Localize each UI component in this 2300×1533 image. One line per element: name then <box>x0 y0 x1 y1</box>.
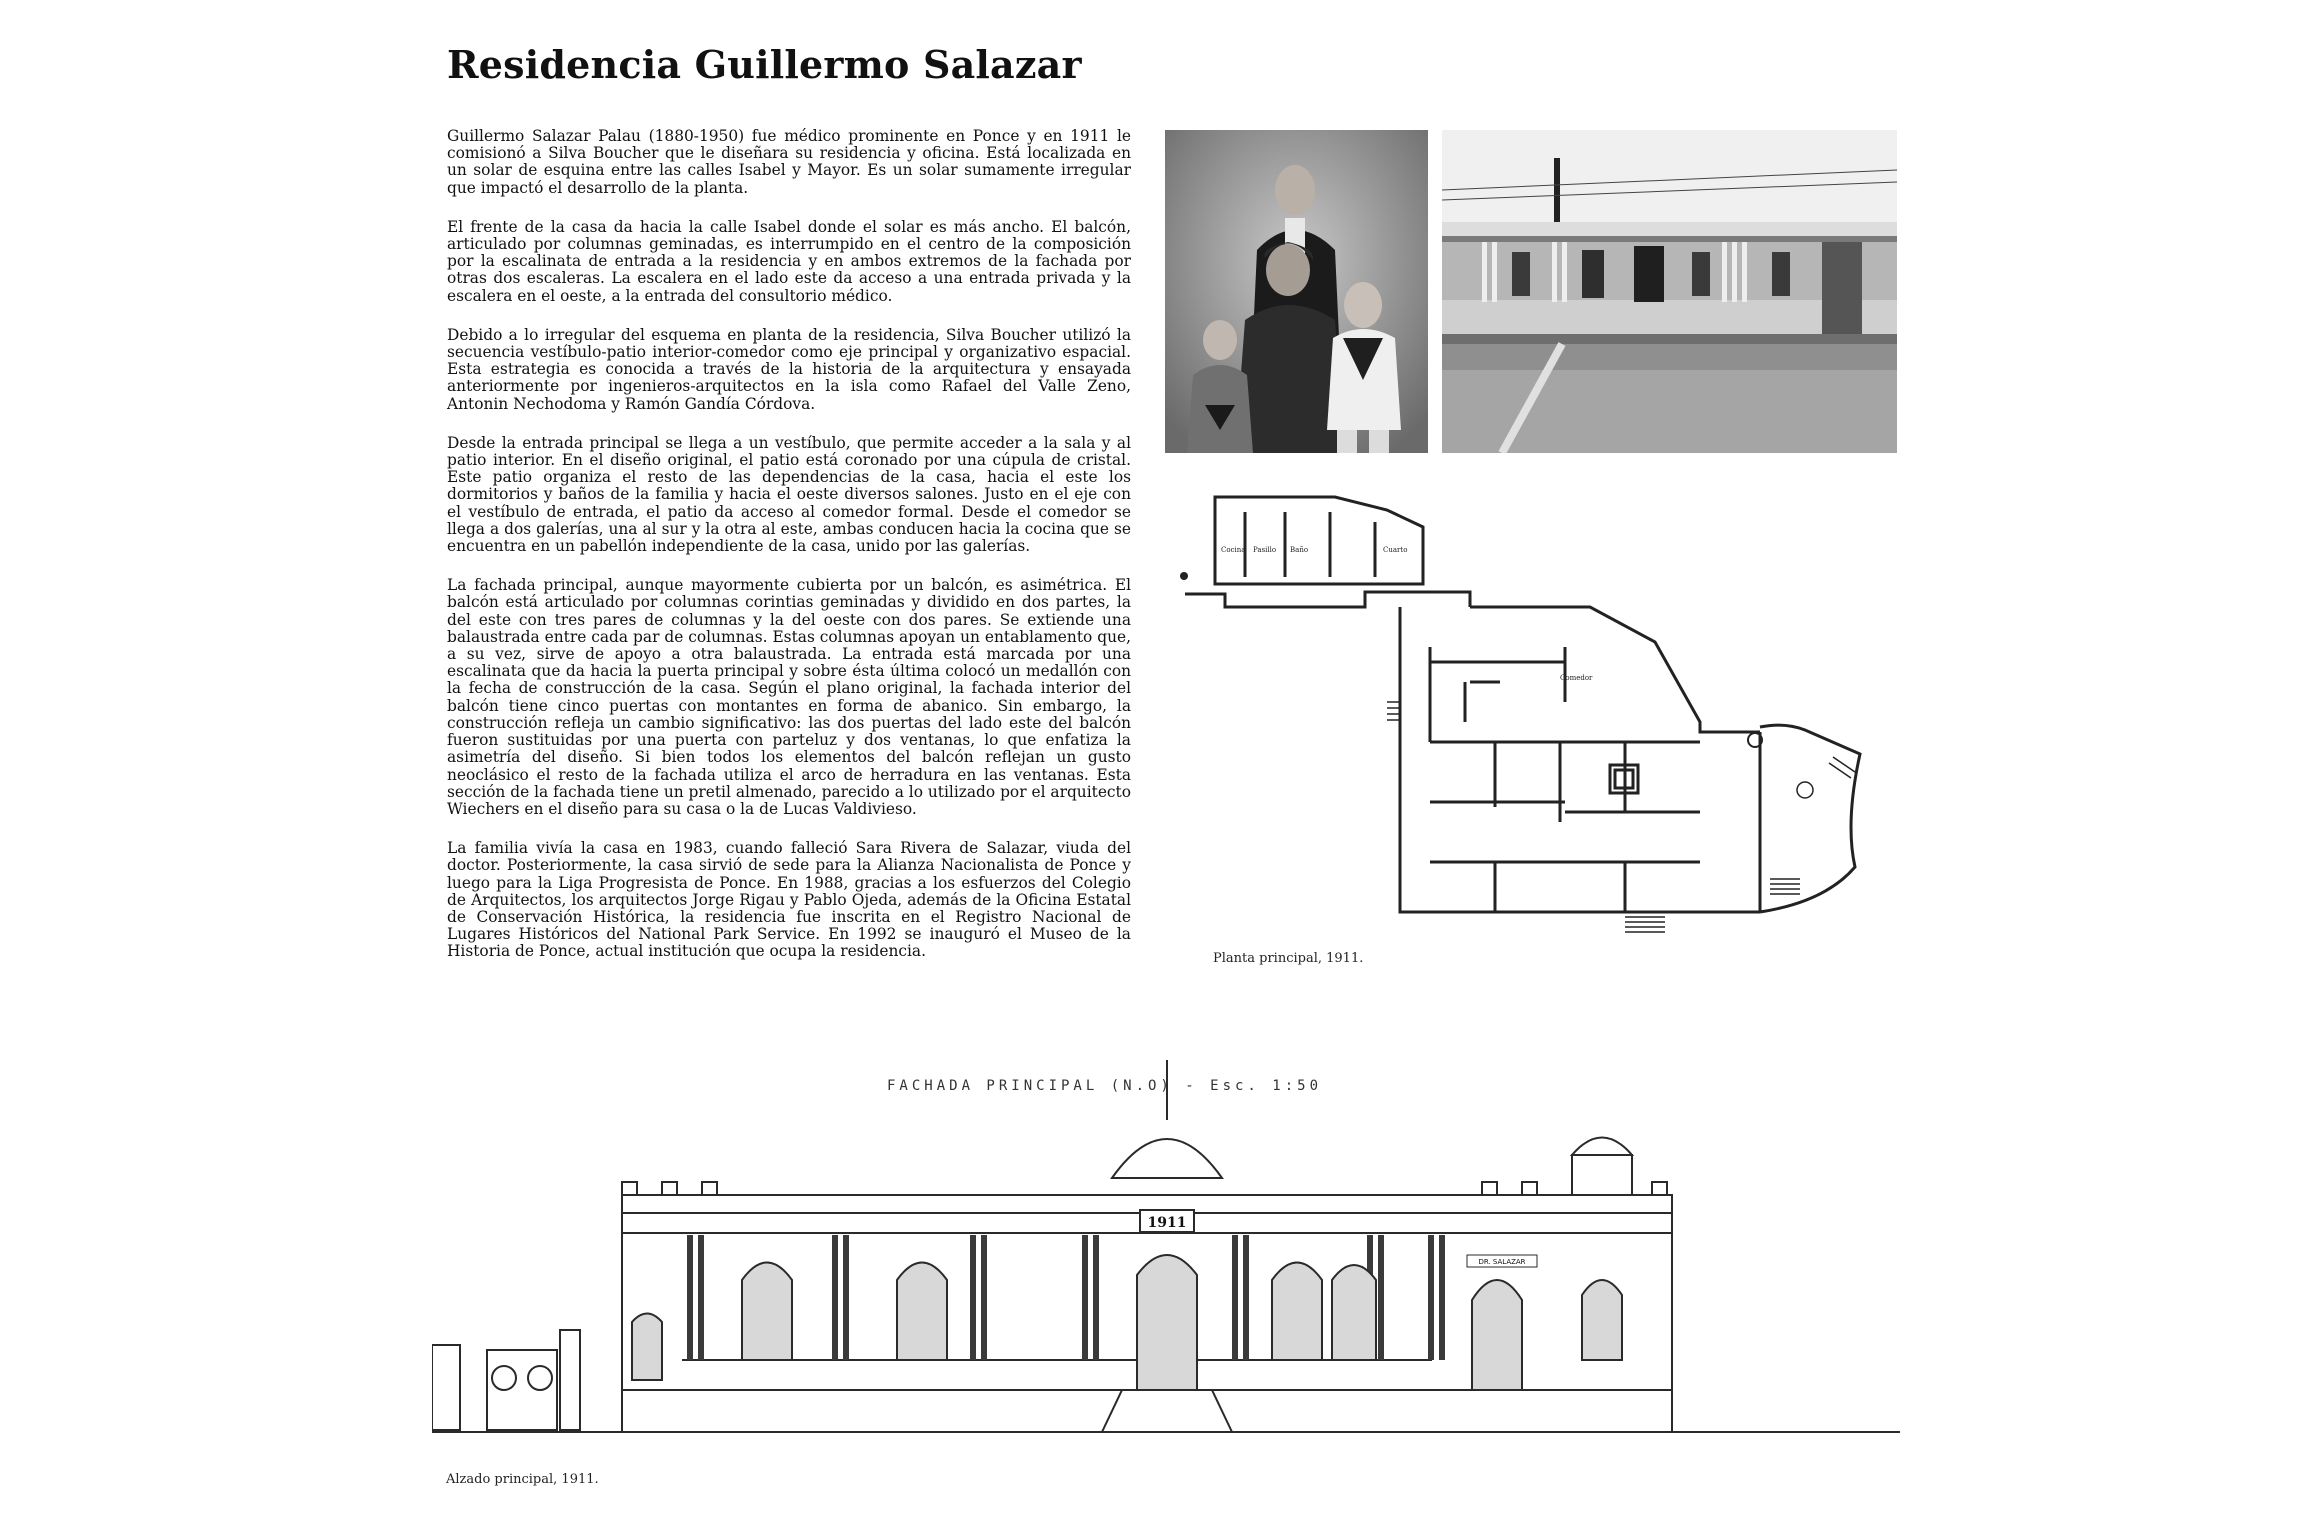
plan-label-cocina: Cocina <box>1221 546 1246 554</box>
plan-label-bano: Baño <box>1290 546 1309 554</box>
plan-label-comedor: Comedor <box>1560 674 1593 682</box>
historic-house-photo <box>1442 130 1897 453</box>
elevation-handwritten-title: FACHADA PRINCIPAL (N.O) - Esc. 1:50 <box>887 1078 1323 1094</box>
floor-plan-drawing <box>1165 482 1915 957</box>
paragraph: La fachada principal, aunque mayormente cubierta por un balcón, es asimétrica. El balcón está articulado por columnas corintias geminadas y dividido en dos partes, la del este con tres pares de columnas y la del oeste con dos pares. Se extiende una balaustrada entre cada par de columnas. Estas columnas apoyan un entablamento que, a su vez, sirve de apoyo a otra balaustrada. La entrada está marcada por una escalinata que da hacia la puerta principal y sobre ésta última colocó un medallón con la fecha de construcción de la casa. Según el plano original, la fachada interior del balcón tiene cinco puertas con montantes en forma de abanico. Sin embargo, la construcción refleja un cambio significativo: las dos puertas del lado este del balcón fueron sustituidas por una puerta con parteluz y dos ventanas, lo que enfatiza la asimetría del diseño. Si bien todos los elementos del balcón reflejan un gusto neoclásico el resto de la fachada utiliza el arco de herradura en las ventanas. Esta sección de la fachada tiene un pretil almenado, parecido a lo utilizado por el arquitecto Wiechers en el diseño para su casa o la de Lucas Valdivieso. <box>447 576 1131 818</box>
paragraph: La familia vivía la casa en 1983, cuando falleció Sara Rivera de Salazar, viuda del doctor. Posteriormente, la casa sirvió de sede para la Alianza Nacionalista de Ponce y luego para la Liga Progresista de Ponce. En 1988, gracias a los esfuerzos del Colegio de Arquitectos, los arquitectos Jorge Rigau y Pablo Ojeda, además de la Oficina Estatal de Conservación Histórica, la residencia fue inscrita en el Registro Nacional de Lugares Históricos del National Park Service. En 1992 se inauguró el Museo de la Historia de Ponce, actual institución que ocupa la residencia. <box>447 839 1131 961</box>
plan-label-pasillo: Pasillo <box>1253 546 1277 554</box>
elevation-caption: Alzado principal, 1911. <box>446 1472 599 1487</box>
page-title: Residencia Guillermo Salazar <box>447 42 1082 87</box>
paragraph: Desde la entrada principal se llega a un vestíbulo, que permite acceder a la sala y al patio interior. En el diseño original, el patio está coronado por una cúpula de cristal. Este patio organiza el resto de las dependencias de la casa, hacia el este los dormitorios y baños de la familia y hacia el oeste diversos salones. Justo en el eje con el vestíbulo de entrada, el patio da acceso al comedor formal. Desde el comedor se llega a dos galerías, una al sur y la otra al este, ambas conducen hacia la cocina que se encuentra en un pabellón independiente de la casa, unido por las galerías. <box>447 433 1131 556</box>
article-body <box>447 128 1131 983</box>
paragraph: Guillermo Salazar Palau (1880-1950) fue médico prominente en Ponce y en 1911 le comisionó a Silva Boucher que le diseñara su residencia y oficina. Está localizada en un solar de esquina entre las calles Isabel y Mayor. Es un solar sumamente irregular que impactó el desarrollo de la planta. <box>447 127 1131 197</box>
front-elevation-drawing <box>432 1060 1900 1440</box>
paragraph: Debido a lo irregular del esquema en planta de la residencia, Silva Boucher utilizó la secuencia vestíbulo-patio interior-comedor como eje principal y organizativo espacial. Esta estrategia es conocida a través de la historia de la arquitectura y ensayada anteriormente por ingenieros-arquitectos en la isla como Rafael del Valle Zeno, Antonin Nechodoma y Ramón Gandía Córdova. <box>447 325 1131 413</box>
paragraph: El frente de la casa da hacia la calle Isabel donde el solar es más ancho. El balcón, articulado por columnas geminadas, es interrumpido en el centro de la composición por la escalinata de entrada a la residencia y en ambos extremos de la fachada por otras dos escaleras. La escalera en el lado este da acceso a una entrada privada y la escalera en el oeste, a la entrada del consultorio médico. <box>447 217 1131 305</box>
family-portrait-photo <box>1165 130 1428 453</box>
elevation-sign: DR. SALAZAR <box>1478 1258 1526 1266</box>
plan-caption: Planta principal, 1911. <box>1213 951 1364 966</box>
plan-label-cuarto: Cuarto <box>1383 546 1408 554</box>
elevation-medallion-year: 1911 <box>1147 1215 1187 1231</box>
